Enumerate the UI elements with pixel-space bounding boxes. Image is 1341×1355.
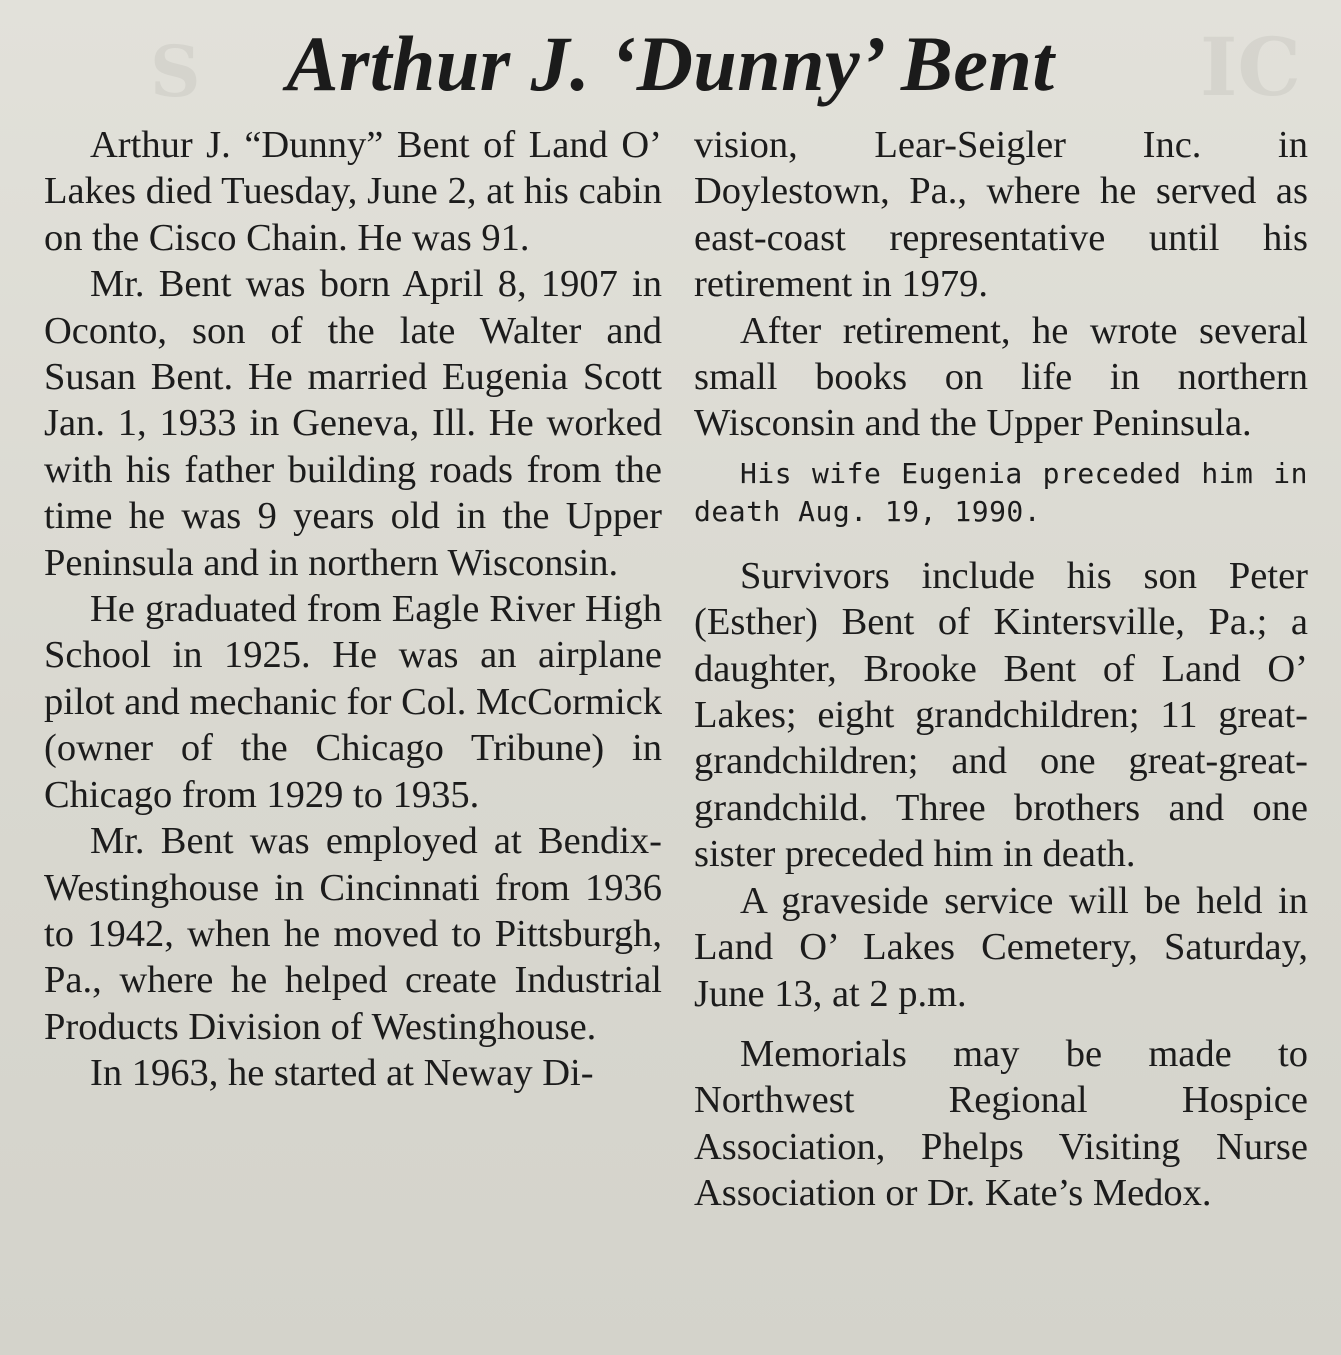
paragraph-wife: His wife Eugenia preceded him in death Aug. 19, 1990.: [694, 456, 1308, 528]
paragraph-retirement: After retirement, he wrote several small books on life in northern Wisconsin and the Upper Peninsula.: [694, 309, 1308, 445]
bleed-through-text: IC: [1200, 20, 1302, 114]
obituary-title: Arthur J. ‘Dunny’ Bent: [286, 20, 1055, 107]
paragraph-westinghouse: Mr. Bent was employed at Bendix-Westinghouse in Cincinnati from 1936 to 1942, when he moved to Pittsburgh, Pa., where he helped create Industrial Products Division of Westinghouse.: [44, 820, 662, 1048]
paragraph-service: A graveside service will be held in Land O’ Lakes Cemetery, Saturday, June 13, at 2 p.m.: [694, 879, 1308, 1015]
bleed-through-text: S: [150, 30, 201, 113]
paragraph-death-notice: Arthur J. “Dunny” Bent of Land O’ Lakes died Tuesday, June 2, at his cabin on the Cisco Chain. He was 91.: [44, 124, 662, 259]
paragraph-early-life: Mr. Bent was born April 8, 1907 in Oconto, son of the late Walter and Susan Bent. He married Eugenia Scott Jan. 1, 1933 in Geneva, Ill. He worked with his father building roads from the time he was 9 years old in the Upper Peninsula and in northern Wisconsin.: [44, 263, 662, 584]
paragraph-neway-start: In 1963, he started at Neway Di-: [90, 1052, 594, 1095]
paragraph-survivors: Survivors include his son Peter (Esther) Bent of Kintersville, Pa.; a daughter, Brooke Bent of Land O’ Lakes; eight grandchildren; 11 great-grandchildren; and one great-great-grandchild. Three brothers and one sister preceded him in death.: [694, 554, 1308, 876]
paragraph-memorials: Memorials may be made to Northwest Regional Hospice Association, Phelps Visiting Nurse Association or Dr. Kate’s Medox.: [694, 1032, 1308, 1215]
right-column: [694, 122, 1308, 1217]
paragraph-education-career: He graduated from Eagle River High School in 1925. He was an airplane pilot and mechanic for Col. McCormick (owner of the Chicago Tribune) in Chicago from 1929 to 1935.: [44, 588, 662, 816]
paragraph-neway-continued: vision, Lear-Seigler Inc. in Doylestown, Pa., where he served as east-coast representative until his retirement in 1979.: [694, 124, 1308, 306]
left-column: [44, 122, 662, 1097]
